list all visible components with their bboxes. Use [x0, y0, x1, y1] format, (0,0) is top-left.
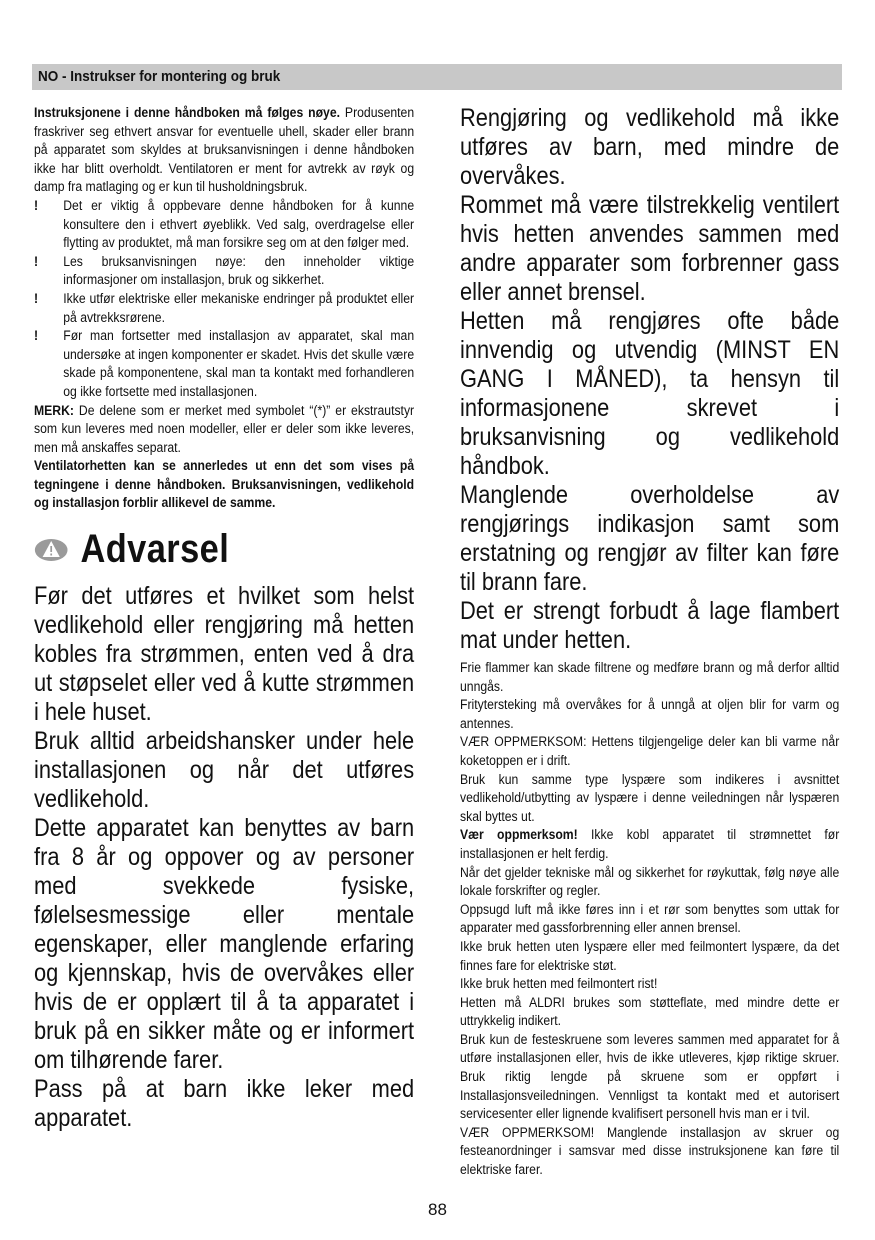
safety-paragraph: Rengjøring og vedlikehold må ikke utføres av barn, med mindre de overvåkes.	[460, 104, 840, 190]
intro-text: Produsenten fraskriver seg ethvert ansvar for eventuelle uhell, skader eller brann på apparatet som skyldes at bruksanvisningen i denne håndboken ikke har blitt overholdt. Ventilatoren er ment for avtrekk av røyk og damp fra matlaging og er kun til husholdningsbruk.	[34, 105, 415, 196]
attention-text: Ikke kobl apparatet til strømnettet før installasjonen er helt ferdig.	[460, 827, 840, 862]
safety-note: Hetten må ALDRI brukes som støtteflate, med mindre dette er uttrykkelig indikert.	[460, 994, 840, 1030]
merk-text: De delene som er merket med symbolet “(*)” er ekstrautstyr som kun leveres med noen modeller, eller er deler som ikke leveres, men må anskaffes separat.	[34, 402, 415, 456]
bullet-item	[34, 197, 414, 253]
exclamation-icon: !	[34, 253, 39, 270]
bullet-text: Les bruksanvisningen nøye: den inneholder viktige informasjoner om installasjon, bruk og sikkerhet.	[63, 253, 415, 289]
safety-note: Ikke bruk hetten uten lyspære eller med feilmontert lyspære, da det finnes fare for elektriske støt.	[460, 938, 840, 974]
bullet-item	[34, 253, 414, 290]
exclamation-icon: !	[34, 197, 39, 214]
right-column	[460, 104, 839, 1180]
safety-note: VÆR OPPMERKSOM: Hettens tilgjengelige deler kan bli varme når koketoppen er i drift.	[460, 734, 840, 769]
safety-paragraph: Det er strengt forbudt å lage flambert mat under hetten.	[460, 597, 840, 654]
bullet-text: Ikke utfør elektriske eller mekaniske endringer på produktet eller på avtrekksrørene.	[63, 290, 415, 326]
design-note-text: Ventilatorhetten kan se annerledes ut enn det som vises på tegningene i denne håndboken. Bruksanvisningen, vedlikehold og installasjon forblir allikevel de samme.	[34, 458, 415, 512]
bullet-item	[34, 290, 414, 327]
safety-note: Bruk kun de festeskruene som leveres sammen med apparatet for å utføre installasjonen eller, hvis de ikke utleveres, kjøp riktige skruer. Bruk riktig lengde på skruene som er oppført i Installasjonsveiledningen. Vennligst ta kontakt med et autorisert servicesenter eller lignende kvalifisert personell hvis man er i tvil.	[460, 1031, 840, 1123]
safety-paragraph: Manglende overholdelse av rengjørings indikasjon samt som erstatning og rengjør av filter kan føre til brann fare.	[460, 481, 840, 596]
warning-heading	[34, 527, 414, 572]
intro-bold: Instruksjonene i denne håndboken må følges nøye.	[34, 105, 341, 121]
bullet-text: Før man fortsetter med installasjon av apparatet, skal man undersøke at ingen komponenter er skadet. Hvis det skulle være skade på komponentene, skal man ta kontakt med forhandleren og ikke fortsette med installasjonen.	[63, 328, 415, 400]
section-header-title: NO - Instrukser for montering og bruk	[38, 68, 281, 85]
safety-note: Fritytersteking må overvåkes for å unngå at oljen blir for varm og antennes.	[460, 697, 840, 732]
warning-title: Advarsel	[80, 527, 230, 572]
page-number: 88	[428, 1200, 447, 1219]
safety-note: Frie flammer kan skade filtrene og medføre brann og må derfor alltid unngås.	[460, 660, 840, 695]
warning-paragraph: Dette apparatet kan benyttes av barn fra 8 år og oppover og av personer med svekkede fysiske, følelsesmessige eller mentale egenskaper, eller manglende erfaring og kjennskap, hvis de overvåkes eller hvis de er opplært til å ta apparatet i bruk på en sikker måte og er informert om tilhørende farer.	[34, 814, 415, 1075]
safety-note: Bruk kun samme type lyspære som indikeres i avsnittet vedlikehold/utbytting av lyspære i denne veiledningen når lyspæren skal byttes ut.	[460, 771, 840, 825]
warning-paragraph: Før det utføres et hvilket som helst vedlikehold eller rengjøring må hetten kobles fra strømmen, enten ved å dra ut støpselet eller ved å kutte strømmen i hele huset.	[34, 582, 415, 727]
exclamation-icon: !	[34, 328, 39, 345]
left-column	[34, 104, 414, 1133]
safety-paragraph: Rommet må være tilstrekkelig ventilert hvis hetten anvendes sammen med andre apparater som forbrenner gass eller annet brensel.	[460, 191, 840, 306]
bullet-text: Det er viktig å oppbevare denne håndboken for å kunne konsultere den i ethvert øyeblikk. Ved salg, overdragelse eller flytting av produktet, må man forsikre seg om at den følger med.	[63, 197, 415, 252]
design-note	[34, 457, 414, 513]
warning-icon	[34, 538, 68, 562]
warning-paragraph: Pass på at barn ikke leker med apparatet.	[34, 1075, 415, 1133]
exclamation-icon: !	[34, 290, 39, 307]
safety-note: VÆR OPPMERKSOM! Manglende installasjon av skruer og festeanordninger i samsvar med disse instruksjonene kan føre til elektriske farer.	[460, 1124, 840, 1179]
bullet-item	[34, 327, 414, 401]
attention-note	[460, 826, 839, 863]
section-header	[32, 64, 842, 90]
intro-paragraph	[34, 104, 414, 197]
safety-note: Ikke bruk hetten med feilmontert rist!	[460, 976, 658, 993]
warning-paragraph: Bruk alltid arbeidshansker under hele installasjonen og når det utføres vedlikehold.	[34, 727, 415, 814]
attention-bold: Vær oppmerksom!	[460, 827, 578, 844]
safety-paragraph: Hetten må rengjøres ofte både innvendig og utvendig (MINST EN GANG I MÅNED), ta hensyn til informasjonene skrevet i bruksanvisning og vedlikehold håndbok.	[460, 307, 840, 480]
merk-label: MERK:	[34, 402, 74, 419]
merk-paragraph	[34, 402, 414, 458]
safety-note: Når det gjelder tekniske mål og sikkerhet for røykuttak, følg nøye alle lokale forskrifter og regler.	[460, 864, 840, 900]
safety-note: Oppsugd luft må ikke føres inn i et rør som benyttes som uttak for apparater med gassforbrenning eller annen brensel.	[460, 901, 840, 937]
